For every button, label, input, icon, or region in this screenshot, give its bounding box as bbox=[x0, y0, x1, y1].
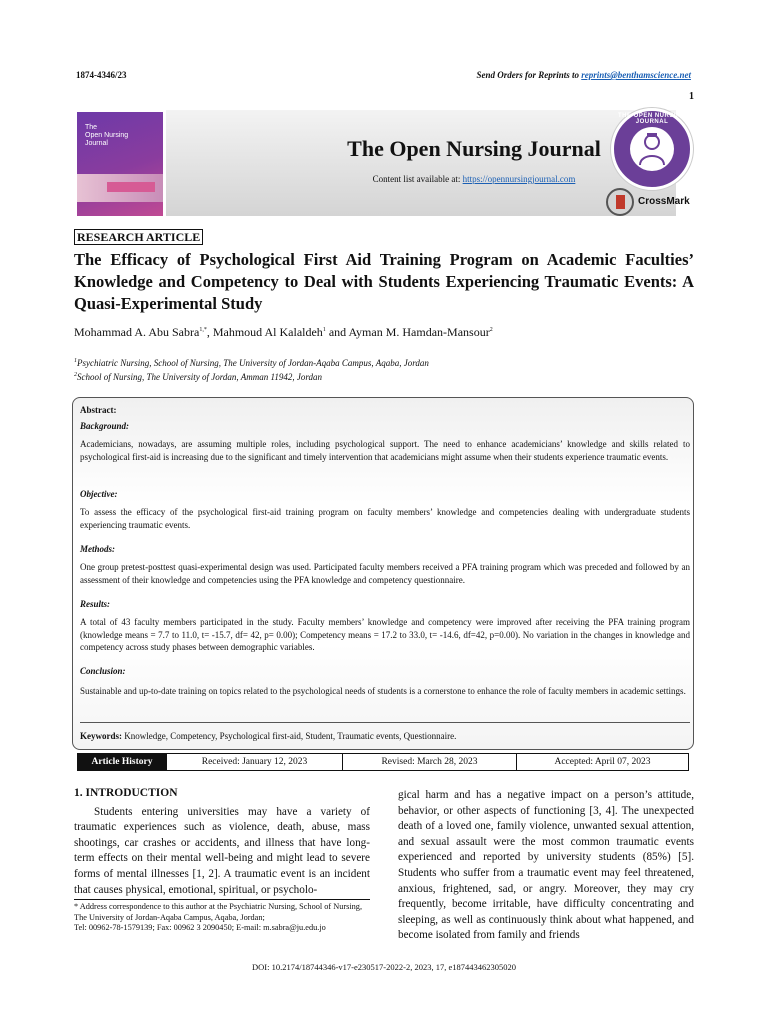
crossmark-badge[interactable] bbox=[606, 188, 692, 216]
affiliation-line bbox=[74, 369, 429, 383]
results-text: A total of 43 faculty members participated in the study. Faculty members’ knowledge and competency were improved after receiving the PFA training program (knowledge means = 7.7 to 11.0, t= -15.7, df= 42, p= 0.00); Competency means = 17.2 to 33.0, t= -14.6, df=42, p=0.00). No variation in the changes in knowledge and competency across study phases between demographic variables. bbox=[80, 617, 690, 652]
conclusion-heading: Conclusion: bbox=[80, 666, 126, 676]
affiliation-text: School of Nursing, The University of Jordan, Amman 11942, Jordan bbox=[77, 372, 322, 382]
author-affil-marker: 2 bbox=[489, 327, 493, 333]
abstract-box bbox=[72, 397, 694, 750]
journal-url-link[interactable]: https://opennursingjournal.com bbox=[462, 174, 576, 184]
cover-title-line: Journal bbox=[85, 140, 108, 147]
cover-title-line: Open Nursing bbox=[85, 132, 129, 139]
issn-number: 1874-4346/23 bbox=[76, 70, 127, 80]
seal-text: THE OPEN NURSING JOURNAL bbox=[617, 113, 686, 125]
cover-title-line: The bbox=[85, 124, 98, 131]
body-paragraph: gical harm and has a negative impact on a person’s attitude, behavior, or other aspects of functioning [3, 4]. The unexpected death of a loved one, family violence, unwanted sexual attention, and sexual assault were the most common traumatic events experienced and reported by university students (85%) [5]. Students who suffer from a traumatic event may feel threatened, anxious, frightened, sad, or angry. Moreover, they may cry frequently, become irritable, have difficulty concentrating and sleeping, as well as continuously think about what happened, and become isolated from family and friends bbox=[398, 789, 694, 942]
conclusion-text: Sustainable and up-to-date training on topics related to the psychological needs of students is a cornerstone to enhance the role of faculty members in academic settings. bbox=[80, 686, 686, 696]
correspondence-footnote bbox=[74, 899, 370, 934]
journal-title: The Open Nursing Journal bbox=[347, 136, 601, 161]
author-separator: and bbox=[325, 325, 349, 339]
author-separator: , bbox=[206, 325, 213, 339]
crossmark-icon bbox=[606, 188, 634, 216]
content-list-label: Content list available at: bbox=[372, 174, 463, 184]
body-paragraph: Students entering universities may have a variety of traumatic experiences such as violence, death, abuse, mass shootings, car crashes or accidents, and illness that have long-term effects on their mental well-being and might lead to severe forms of mental illnesses [1, 2]. A traumatic event is an incident that causes physical, emotional, spiritual, or psycholo- bbox=[74, 805, 370, 896]
cover-accent-bar bbox=[107, 182, 155, 192]
methods-heading: Methods: bbox=[80, 544, 116, 554]
journal-cover-image bbox=[77, 112, 163, 216]
affiliation-marker: 2 bbox=[74, 372, 77, 378]
background-text: Academicians, nowadays, are assuming multiple roles, including psychological support. The need to enhance academicians’ knowledge and skills related to psychological first-aid is increasing due to the significant and timely intervention that academicians might assume when their students experience traumatic events. bbox=[80, 439, 690, 462]
affiliation-marker: 1 bbox=[74, 358, 77, 364]
affiliations bbox=[74, 355, 429, 383]
journal-seal-logo bbox=[611, 108, 693, 190]
keywords-line bbox=[80, 730, 690, 743]
abstract-divider bbox=[80, 722, 690, 723]
affiliation-text: Psychiatric Nursing, School of Nursing, The University of Jordan-Aqaba Campus, Aqaba, Jordan bbox=[77, 358, 429, 368]
background-heading: Background: bbox=[80, 421, 130, 431]
accepted-date: Accepted: April 07, 2023 bbox=[516, 754, 688, 770]
nurse-icon bbox=[630, 127, 674, 171]
article-history-bar bbox=[77, 753, 689, 771]
footnote-address: * Address correspondence to this author at the Psychiatric Nursing, School of Nursing, The University of Jordan-Aqaba Campus, Aqaba, Jordan; bbox=[74, 902, 363, 922]
received-date: Received: January 12, 2023 bbox=[166, 754, 342, 770]
objective-heading: Objective: bbox=[80, 489, 118, 499]
article-history-label: Article History bbox=[78, 754, 166, 770]
section-heading: 1. INTRODUCTION bbox=[74, 787, 178, 799]
objective-text: To assess the efficacy of the psychological first-aid training program on faculty members’ knowledge and competencies dealing with undergraduate students experiencing traumatic events. bbox=[80, 507, 690, 530]
keywords-heading: Keywords: bbox=[80, 731, 122, 741]
page-number: 1 bbox=[689, 91, 694, 102]
article-type-label: RESEARCH ARTICLE bbox=[74, 229, 203, 245]
body-column-right bbox=[398, 788, 694, 944]
author-name: Mahmoud Al Kalaldeh bbox=[212, 325, 323, 339]
revised-date: Revised: March 28, 2023 bbox=[342, 754, 516, 770]
reprints-notice bbox=[476, 70, 691, 80]
results-heading: Results: bbox=[80, 599, 111, 609]
body-column-left bbox=[74, 786, 370, 898]
crossmark-label: CrossMark bbox=[638, 196, 690, 207]
doi-line: DOI: 10.2174/18744346-v17-e230517-2022-2, 2023, 17, e187443462305020 bbox=[252, 962, 516, 972]
article-title: The Efficacy of Psychological First Aid Training Program on Academic Faculties’ Knowledge and Competency to Deal with Students Experiencing Traumatic Events: A Quasi-Experimental Study bbox=[74, 250, 694, 313]
reprints-label: Send Orders for Reprints to bbox=[476, 70, 582, 80]
author-affil-marker: 1,* bbox=[199, 327, 207, 333]
author-name: Mohammad A. Abu Sabra bbox=[74, 325, 200, 339]
cover-title bbox=[85, 124, 128, 148]
footnote-contact: Tel: 00962-78-1579139; Fax: 00962 3 2090450; E-mail: m.sabra@ju.edu.jo bbox=[74, 923, 326, 932]
reprints-email-link[interactable]: reprints@benthamscience.net bbox=[581, 70, 691, 80]
author-name: Ayman M. Hamdan-Mansour bbox=[348, 325, 490, 339]
journal-banner bbox=[76, 108, 692, 218]
methods-text: One group pretest-posttest quasi-experimental design was used. Participated faculty members received a PFA training program which was preceded and followed by an assessment of their knowledge and competencies using the PFA knowledge and competency questionnaire. bbox=[80, 562, 690, 585]
author-list bbox=[74, 325, 493, 340]
keywords-text: Knowledge, Competency, Psychological first-aid, Student, Traumatic events, Questionnaire. bbox=[122, 731, 457, 741]
abstract-heading: Abstract: bbox=[80, 405, 117, 415]
banner-background bbox=[166, 110, 676, 216]
affiliation-line bbox=[74, 355, 429, 369]
author-affil-marker: 1 bbox=[322, 327, 326, 333]
